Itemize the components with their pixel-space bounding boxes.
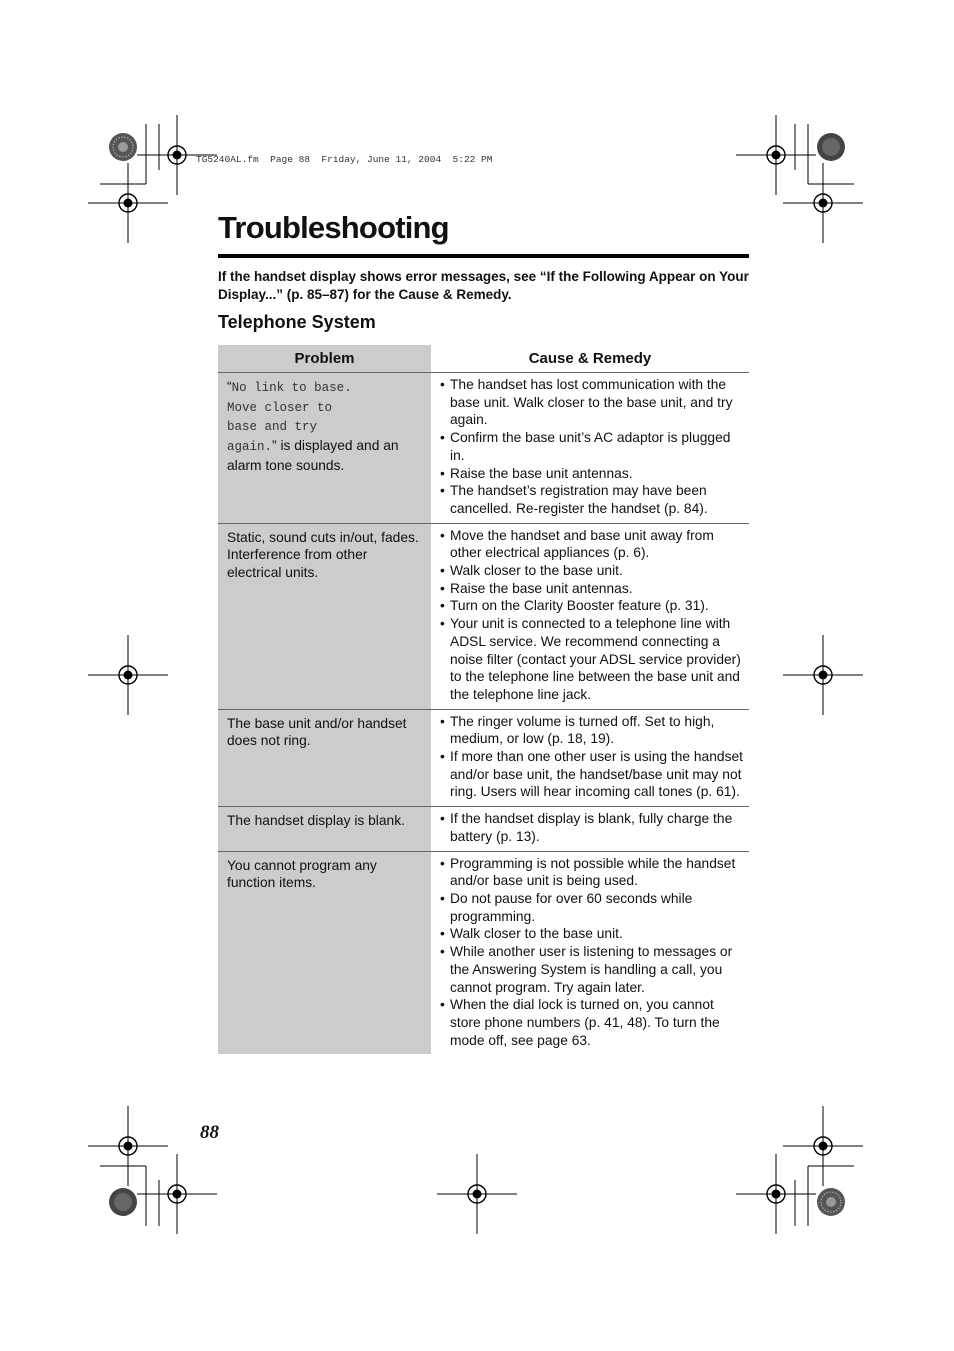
registration-mark-icon bbox=[736, 1154, 816, 1234]
problem-cell bbox=[218, 373, 431, 524]
registration-mark-icon bbox=[137, 1154, 217, 1234]
remedy-item: • Walk closer to the base unit. bbox=[440, 562, 743, 580]
remedy-item: • Raise the base unit antennas. bbox=[440, 580, 743, 598]
remedy-item: • The handset has lost communication with the base unit. Walk closer to the base unit, and try again. bbox=[440, 376, 743, 429]
intro-text: If the handset display shows error messages, see “If the Following Appear on Your Display...” (p. 85–87) for the Cause & Remedy. bbox=[218, 269, 749, 302]
remedy-item: • If the handset display is blank, fully charge the battery (p. 13). bbox=[440, 810, 743, 845]
open-quote: “ bbox=[227, 379, 232, 394]
registration-mark-icon bbox=[88, 163, 168, 243]
table-row bbox=[218, 807, 749, 851]
table-row bbox=[218, 851, 749, 1054]
remedy-item: • The ringer volume is turned off. Set to high, medium, or low (p. 18, 19). bbox=[440, 713, 743, 748]
remedy-item: • When the dial lock is turned on, you cannot store phone numbers (p. 41, 48). To turn the mode off, see page 63. bbox=[440, 996, 743, 1049]
display-line: No link to base. bbox=[231, 381, 352, 395]
section-title: Telephone System bbox=[218, 312, 376, 332]
remedy-item: • If more than one other user is using the handset and/or base unit, the handset/base unit may not ring. Users will hear incoming call tones (p. 61). bbox=[440, 748, 743, 801]
registration-mark-icon bbox=[88, 1106, 168, 1186]
problem-cell: The handset display is blank. bbox=[218, 807, 431, 851]
remedy-item: • Turn on the Clarity Booster feature (p. 31). bbox=[440, 597, 743, 615]
color-target-icon bbox=[817, 133, 845, 161]
remedy-item: • Confirm the base unit’s AC adaptor is plugged in. bbox=[440, 429, 743, 464]
registration-mark-icon bbox=[736, 115, 816, 195]
page-title: Troubleshooting bbox=[218, 210, 449, 245]
close-quote: ” bbox=[272, 438, 277, 454]
remedy-item: • Do not pause for over 60 seconds while programming. bbox=[440, 890, 743, 925]
color-target-icon bbox=[109, 1188, 137, 1216]
problem-cell: The base unit and/or handset does not ring. bbox=[218, 709, 431, 807]
problem-cell: You cannot program any function items. bbox=[218, 851, 431, 1054]
color-target-icon bbox=[817, 1188, 845, 1216]
problem-text: is displayed and an alarm tone sounds. bbox=[227, 438, 399, 473]
display-line: again. bbox=[227, 440, 273, 455]
registration-mark-icon bbox=[783, 163, 863, 243]
title-rule bbox=[218, 254, 749, 258]
remedy-cell bbox=[431, 373, 749, 524]
remedy-item: • Your unit is connected to a telephone line with ADSL service. We recommend connecting a noise filter (contact your ADSL service provider) to the telephone line between the base unit and the telephone line jack. bbox=[440, 615, 743, 704]
file-header: TG5240AL.fm Page 88 Friday, June 11, 2004 5:22 PM bbox=[196, 154, 493, 165]
header-problem: Problem bbox=[218, 345, 431, 373]
problem-cell: Static, sound cuts in/out, fades. Interference from other electrical units. bbox=[218, 523, 431, 709]
table-row bbox=[218, 709, 749, 807]
troubleshooting-table bbox=[218, 345, 749, 1054]
remedy-item: • Walk closer to the base unit. bbox=[440, 925, 743, 943]
remedy-item: • Raise the base unit antennas. bbox=[440, 465, 743, 483]
table-row bbox=[218, 373, 749, 524]
remedy-item: • The handset’s registration may have been cancelled. Re-register the handset (p. 84). bbox=[440, 482, 743, 517]
registration-mark-icon bbox=[88, 635, 168, 715]
page-number: 88 bbox=[200, 1122, 219, 1143]
registration-mark-icon bbox=[783, 1106, 863, 1186]
remedy-cell bbox=[431, 851, 749, 1054]
remedy-cell bbox=[431, 523, 749, 709]
remedy-item: • Move the handset and base unit away from other electrical appliances (p. 6). bbox=[440, 527, 743, 562]
registration-mark-icon bbox=[783, 635, 863, 715]
remedy-cell bbox=[431, 709, 749, 807]
display-line: base and try bbox=[227, 420, 318, 435]
header-cause-remedy: Cause & Remedy bbox=[431, 345, 749, 373]
registration-mark-icon bbox=[437, 1154, 517, 1234]
table-row bbox=[218, 523, 749, 709]
display-line: Move closer to bbox=[227, 400, 333, 415]
remedy-item: • Programming is not possible while the handset and/or base unit is being used. bbox=[440, 855, 743, 890]
table-header-row bbox=[218, 345, 749, 373]
color-target-icon bbox=[109, 133, 137, 161]
remedy-item: • While another user is listening to messages or the Answering System is handling a call, you cannot program. Try again later. bbox=[440, 943, 743, 996]
remedy-cell bbox=[431, 807, 749, 851]
